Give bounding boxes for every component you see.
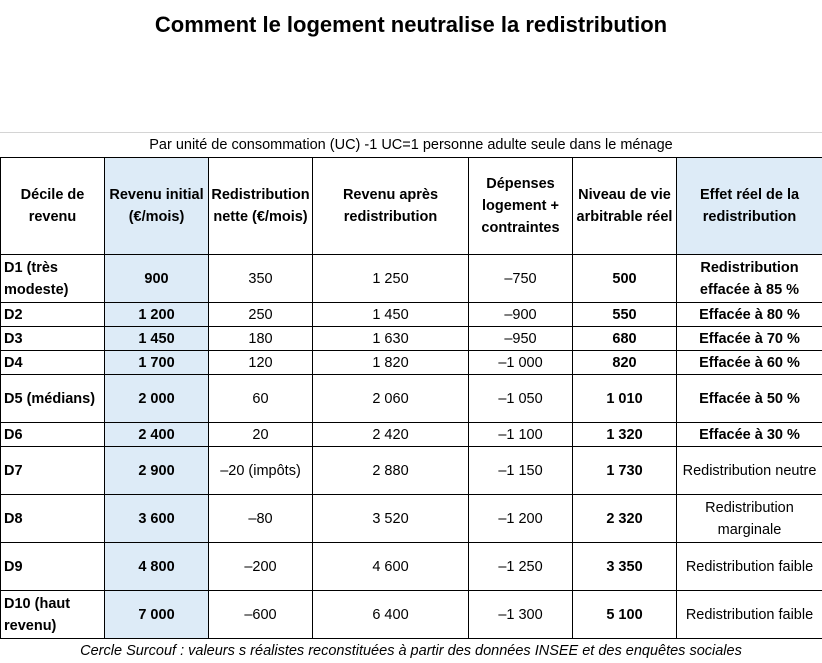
cell-decile: D3 bbox=[1, 327, 105, 351]
cell-decile: D10 (haut revenu) bbox=[1, 591, 105, 639]
cell-depenses: –1 250 bbox=[469, 543, 573, 591]
cell-revenu-initial: 1 200 bbox=[105, 303, 209, 327]
header-revenu-initial: Revenu initial (€/mois) bbox=[105, 158, 209, 255]
table-row bbox=[1, 495, 822, 543]
cell-redistribution: –200 bbox=[209, 543, 313, 591]
cell-effet: Effacée à 30 % bbox=[677, 423, 822, 447]
cell-revenu-initial: 1 700 bbox=[105, 351, 209, 375]
cell-niveau-vie: 1 730 bbox=[573, 447, 677, 495]
cell-redistribution: 60 bbox=[209, 375, 313, 423]
cell-depenses: –1 100 bbox=[469, 423, 573, 447]
header-decile: Décile de revenu bbox=[1, 158, 105, 255]
cell-effet: Redistribution marginale bbox=[677, 495, 822, 543]
cell-revenu-initial: 900 bbox=[105, 255, 209, 303]
cell-revenu-initial: 4 800 bbox=[105, 543, 209, 591]
cell-niveau-vie: 680 bbox=[573, 327, 677, 351]
cell-decile: D5 (médians) bbox=[1, 375, 105, 423]
cell-revenu-apres: 1 450 bbox=[313, 303, 469, 327]
cell-revenu-initial: 2 400 bbox=[105, 423, 209, 447]
subtitle: Par unité de consommation (UC) -1 UC=1 personne adulte seule dans le ménage bbox=[0, 134, 822, 156]
header-redistribution-nette: Redistribution nette (€/mois) bbox=[209, 158, 313, 255]
cell-redistribution: 20 bbox=[209, 423, 313, 447]
cell-decile: D2 bbox=[1, 303, 105, 327]
table-row bbox=[1, 447, 822, 495]
cell-revenu-apres: 2 420 bbox=[313, 423, 469, 447]
cell-redistribution: –600 bbox=[209, 591, 313, 639]
table-row bbox=[1, 351, 822, 375]
cell-niveau-vie: 2 320 bbox=[573, 495, 677, 543]
cell-revenu-initial: 1 450 bbox=[105, 327, 209, 351]
header-niveau-vie: Niveau de vie arbitrable réel bbox=[573, 158, 677, 255]
cell-revenu-apres: 1 820 bbox=[313, 351, 469, 375]
cell-effet: Effacée à 70 % bbox=[677, 327, 822, 351]
cell-depenses: –900 bbox=[469, 303, 573, 327]
cell-niveau-vie: 1 320 bbox=[573, 423, 677, 447]
table-row bbox=[1, 543, 822, 591]
cell-revenu-apres: 4 600 bbox=[313, 543, 469, 591]
redistribution-table bbox=[0, 157, 822, 639]
cell-decile: D1 (très modeste) bbox=[1, 255, 105, 303]
table-row bbox=[1, 423, 822, 447]
source-note: Cercle Surcouf : valeurs s réalistes reconstituées à partir des données INSEE et des enquêtes sociales bbox=[0, 638, 822, 662]
cell-decile: D8 bbox=[1, 495, 105, 543]
cell-niveau-vie: 5 100 bbox=[573, 591, 677, 639]
cell-revenu-apres: 1 630 bbox=[313, 327, 469, 351]
cell-depenses: –1 050 bbox=[469, 375, 573, 423]
cell-depenses: –1 000 bbox=[469, 351, 573, 375]
cell-decile: D4 bbox=[1, 351, 105, 375]
cell-revenu-initial: 2 000 bbox=[105, 375, 209, 423]
cell-depenses: –1 300 bbox=[469, 591, 573, 639]
cell-revenu-apres: 2 880 bbox=[313, 447, 469, 495]
cell-niveau-vie: 3 350 bbox=[573, 543, 677, 591]
cell-depenses: –1 150 bbox=[469, 447, 573, 495]
table-row bbox=[1, 375, 822, 423]
cell-effet: Redistribution effacée à 85 % bbox=[677, 255, 822, 303]
cell-effet: Redistribution neutre bbox=[677, 447, 822, 495]
cell-revenu-initial: 2 900 bbox=[105, 447, 209, 495]
cell-effet: Redistribution faible bbox=[677, 543, 822, 591]
cell-effet: Effacée à 80 % bbox=[677, 303, 822, 327]
cell-revenu-apres: 3 520 bbox=[313, 495, 469, 543]
cell-redistribution: –20 (impôts) bbox=[209, 447, 313, 495]
cell-redistribution: 180 bbox=[209, 327, 313, 351]
cell-revenu-initial: 7 000 bbox=[105, 591, 209, 639]
cell-redistribution: 250 bbox=[209, 303, 313, 327]
cell-revenu-initial: 3 600 bbox=[105, 495, 209, 543]
table-row bbox=[1, 255, 822, 303]
header-effet: Effet réel de la redistribution bbox=[677, 158, 822, 255]
cell-decile: D6 bbox=[1, 423, 105, 447]
cell-effet: Redistribution faible bbox=[677, 591, 822, 639]
cell-decile: D7 bbox=[1, 447, 105, 495]
cell-effet: Effacée à 50 % bbox=[677, 375, 822, 423]
cell-effet: Effacée à 60 % bbox=[677, 351, 822, 375]
header-revenu-apres: Revenu après redistribution bbox=[313, 158, 469, 255]
cell-redistribution: 120 bbox=[209, 351, 313, 375]
header-depenses: Dépenses logement + contraintes bbox=[469, 158, 573, 255]
cell-depenses: –950 bbox=[469, 327, 573, 351]
cell-revenu-apres: 2 060 bbox=[313, 375, 469, 423]
cell-niveau-vie: 550 bbox=[573, 303, 677, 327]
cell-revenu-apres: 1 250 bbox=[313, 255, 469, 303]
cell-depenses: –750 bbox=[469, 255, 573, 303]
cell-niveau-vie: 1 010 bbox=[573, 375, 677, 423]
page-title: Comment le logement neutralise la redistribution bbox=[0, 12, 822, 38]
cell-decile: D9 bbox=[1, 543, 105, 591]
cell-revenu-apres: 6 400 bbox=[313, 591, 469, 639]
cell-depenses: –1 200 bbox=[469, 495, 573, 543]
table-row bbox=[1, 327, 822, 351]
cell-redistribution: –80 bbox=[209, 495, 313, 543]
table-row bbox=[1, 591, 822, 639]
cell-niveau-vie: 820 bbox=[573, 351, 677, 375]
cell-niveau-vie: 500 bbox=[573, 255, 677, 303]
cell-redistribution: 350 bbox=[209, 255, 313, 303]
table-row bbox=[1, 303, 822, 327]
